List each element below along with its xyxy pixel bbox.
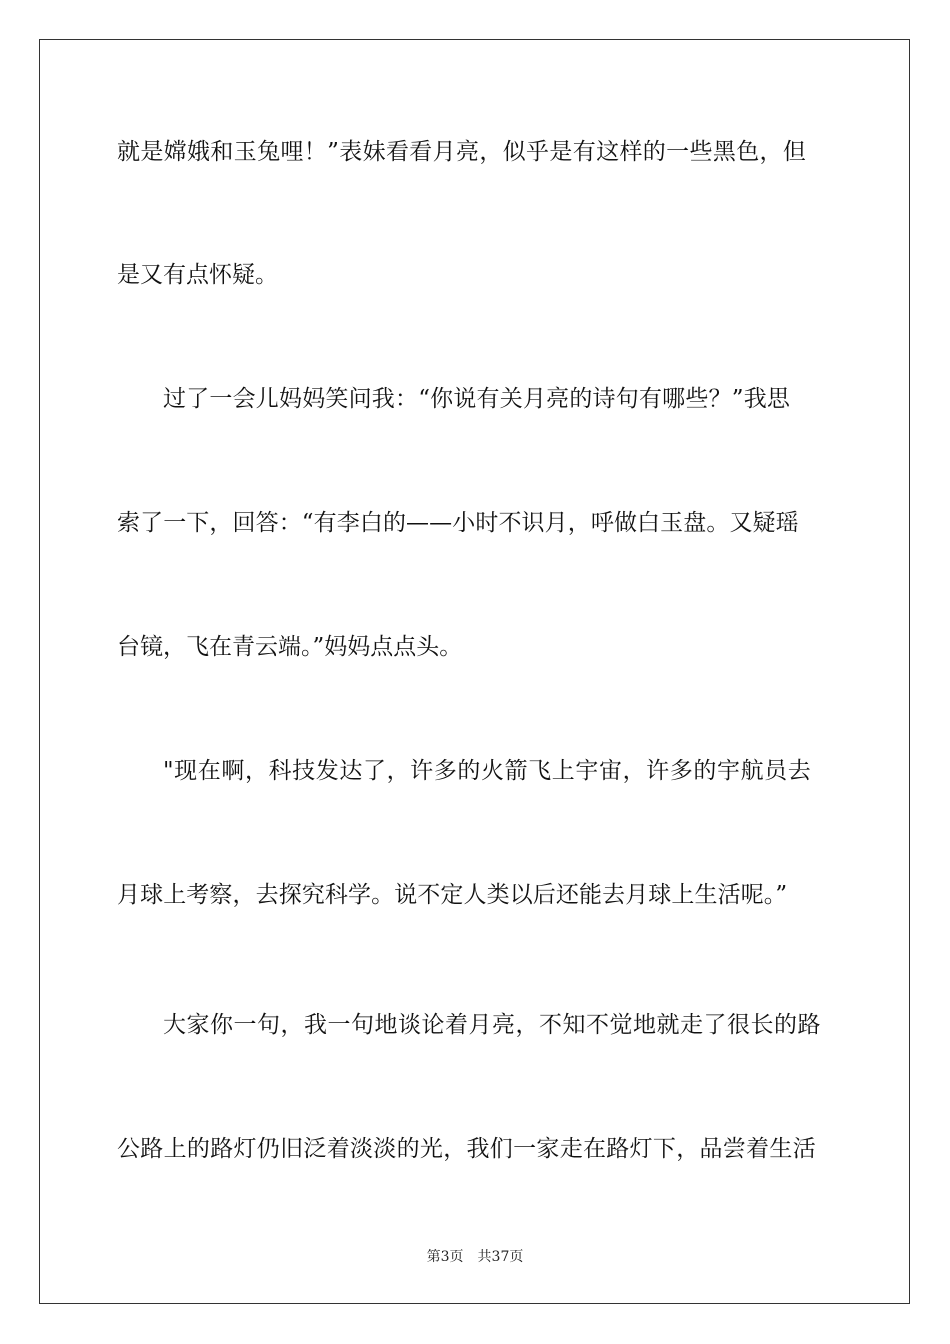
text-line-3: 过了一会儿妈妈笑问我：“你说有关月亮的诗句有哪些？”我思 (163, 386, 791, 412)
text-line-1: 就是嫦娥和玉兔哩！”表妹看看月亮，似乎是有这样的一些黑色，但 (117, 139, 807, 165)
text-line-6: "现在啊，科技发达了，许多的火箭飞上宇宙，许多的宇航员去 (163, 758, 812, 784)
page-border (39, 39, 910, 1304)
page-number-footer: 第3页 共37页 (426, 1249, 524, 1265)
text-line-7: 月球上考察，去探究科学。说不定人类以后还能去月球上生活呢。” (117, 882, 788, 908)
text-line-8: 大家你一句，我一句地谈论着月亮，不知不觉地就走了很长的路 (163, 1012, 821, 1038)
text-line-5: 台镜，飞在青云端。”妈妈点点头。 (117, 634, 463, 660)
text-line-4: 索了一下，回答：“有李白的——小时不识月，呼做白玉盘。又疑瑶 (117, 510, 799, 536)
text-line-2: 是又有点怀疑。 (117, 262, 278, 288)
text-line-9: 公路上的路灯仍旧泛着淡淡的光，我们一家走在路灯下，品尝着生活 (117, 1136, 816, 1162)
